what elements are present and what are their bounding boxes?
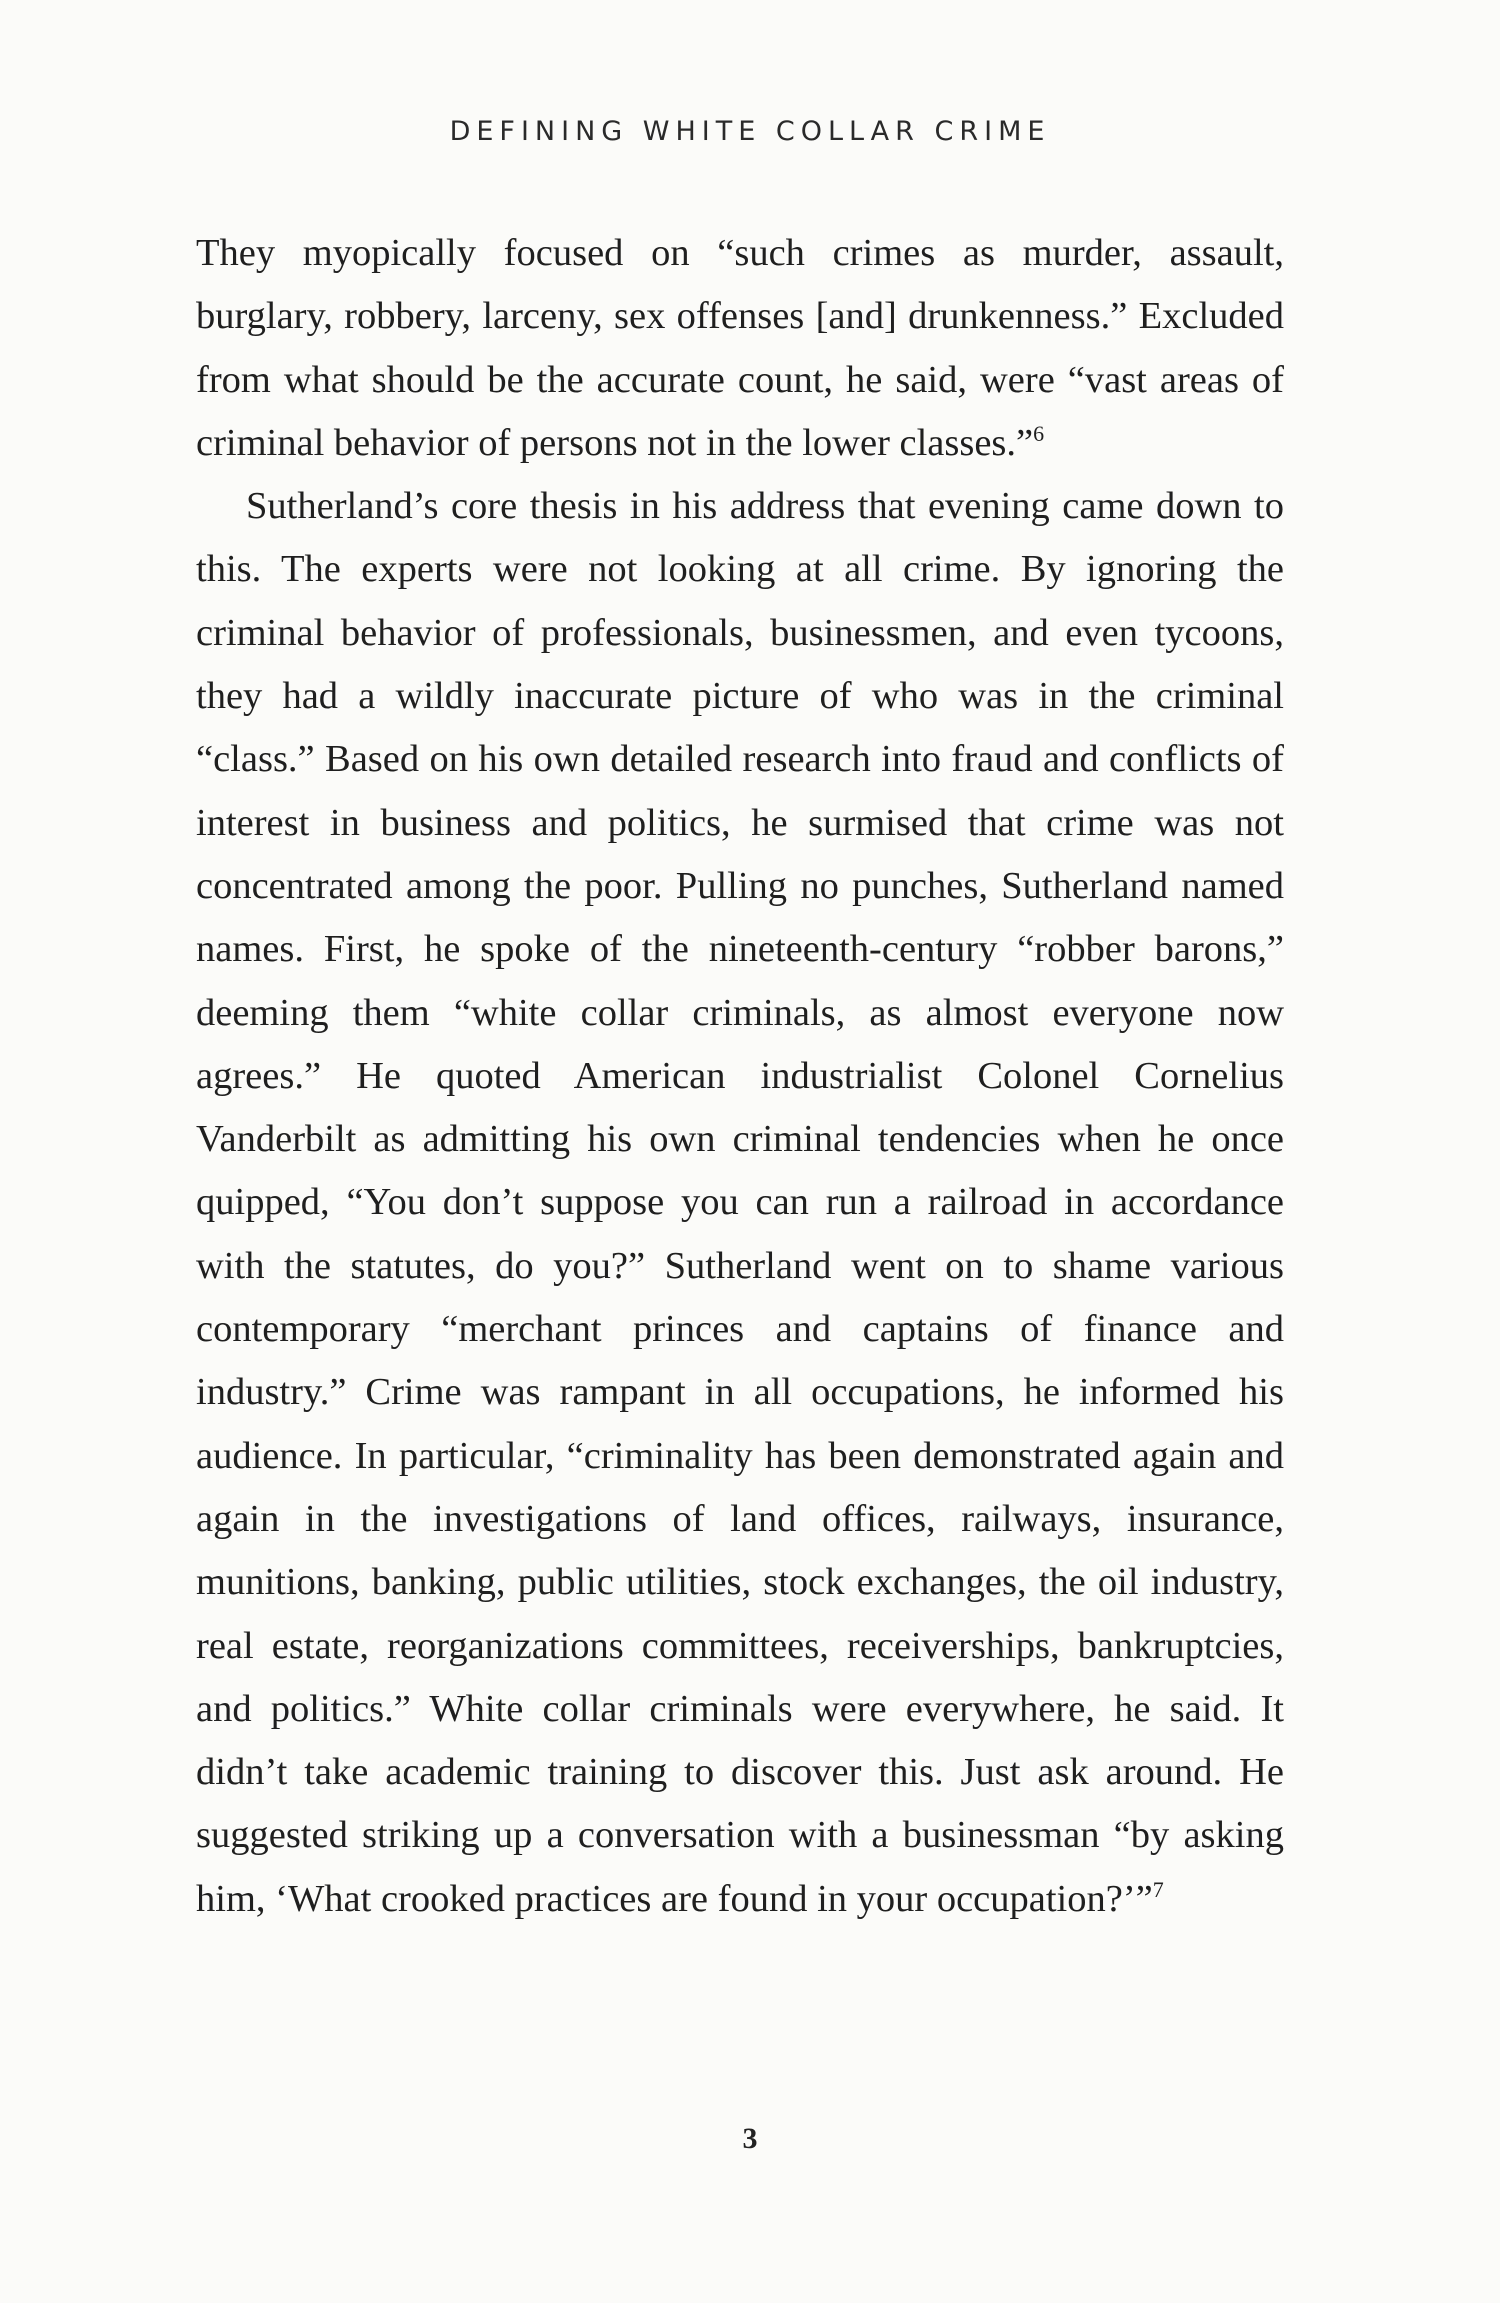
paragraph-2-text: Sutherland’s core thesis in his address that evening came down to this. The experts were not looking at all crime. By ignoring the criminal behavior of professionals, businessmen, and even tycoons, they had a wildly inaccurate picture of who was in the criminal “class.” Based on his own detailed research into fraud and conflicts of interest in business and politics, he surmised that crime was not concentrated among the poor. Pulling no punches, Sutherland named names. First, he spoke of the nineteenth-century “robber barons,” deeming them “white collar criminals, as almost everyone now agrees.” He quoted American industrialist Colonel Cornelius Vanderbilt as admitting his own criminal tendencies when he once quipped, “You don’t suppose you can run a railroad in accordance with the statutes, do you?” Sutherland went on to shame various contemporary “merchant princes and captains of finance and industry.” Crime was rampant in all occupations, he informed his audience. In particular, “criminality has been demonstrated again and again in the investigations of land offices, railways, insurance, munitions, banking, public utilities, stock exchanges, the oil industry, real estate, reorganizations committees, receiverships, bankruptcies, and politics.” White collar criminals were everywhere, he said. It didn’t take academic training to discover this. Just ask around. He suggested striking up a conversation with a businessman “by asking him, ‘What crooked practices are found in your occupation?’” — [196, 485, 1284, 1920]
page-number: 3 — [742, 2122, 758, 2155]
paragraph-1 — [196, 222, 1284, 475]
running-head: DEFINING WHITE COLLAR CRIME — [449, 116, 1051, 147]
paragraph-1-text: They myopically focused on “such crimes as murder, assault, burglary, robbery, larceny, sex offenses [and] drunkenness.” Excluded from what should be the accurate count, he said, were “vast areas of criminal behavior of persons not in the lower classes.” — [196, 232, 1284, 464]
body-text — [196, 222, 1284, 1931]
footnote-ref-7[interactable]: 7 — [1152, 1876, 1164, 1902]
footnote-ref-6[interactable]: 6 — [1033, 421, 1045, 447]
paragraph-2 — [196, 475, 1284, 1931]
